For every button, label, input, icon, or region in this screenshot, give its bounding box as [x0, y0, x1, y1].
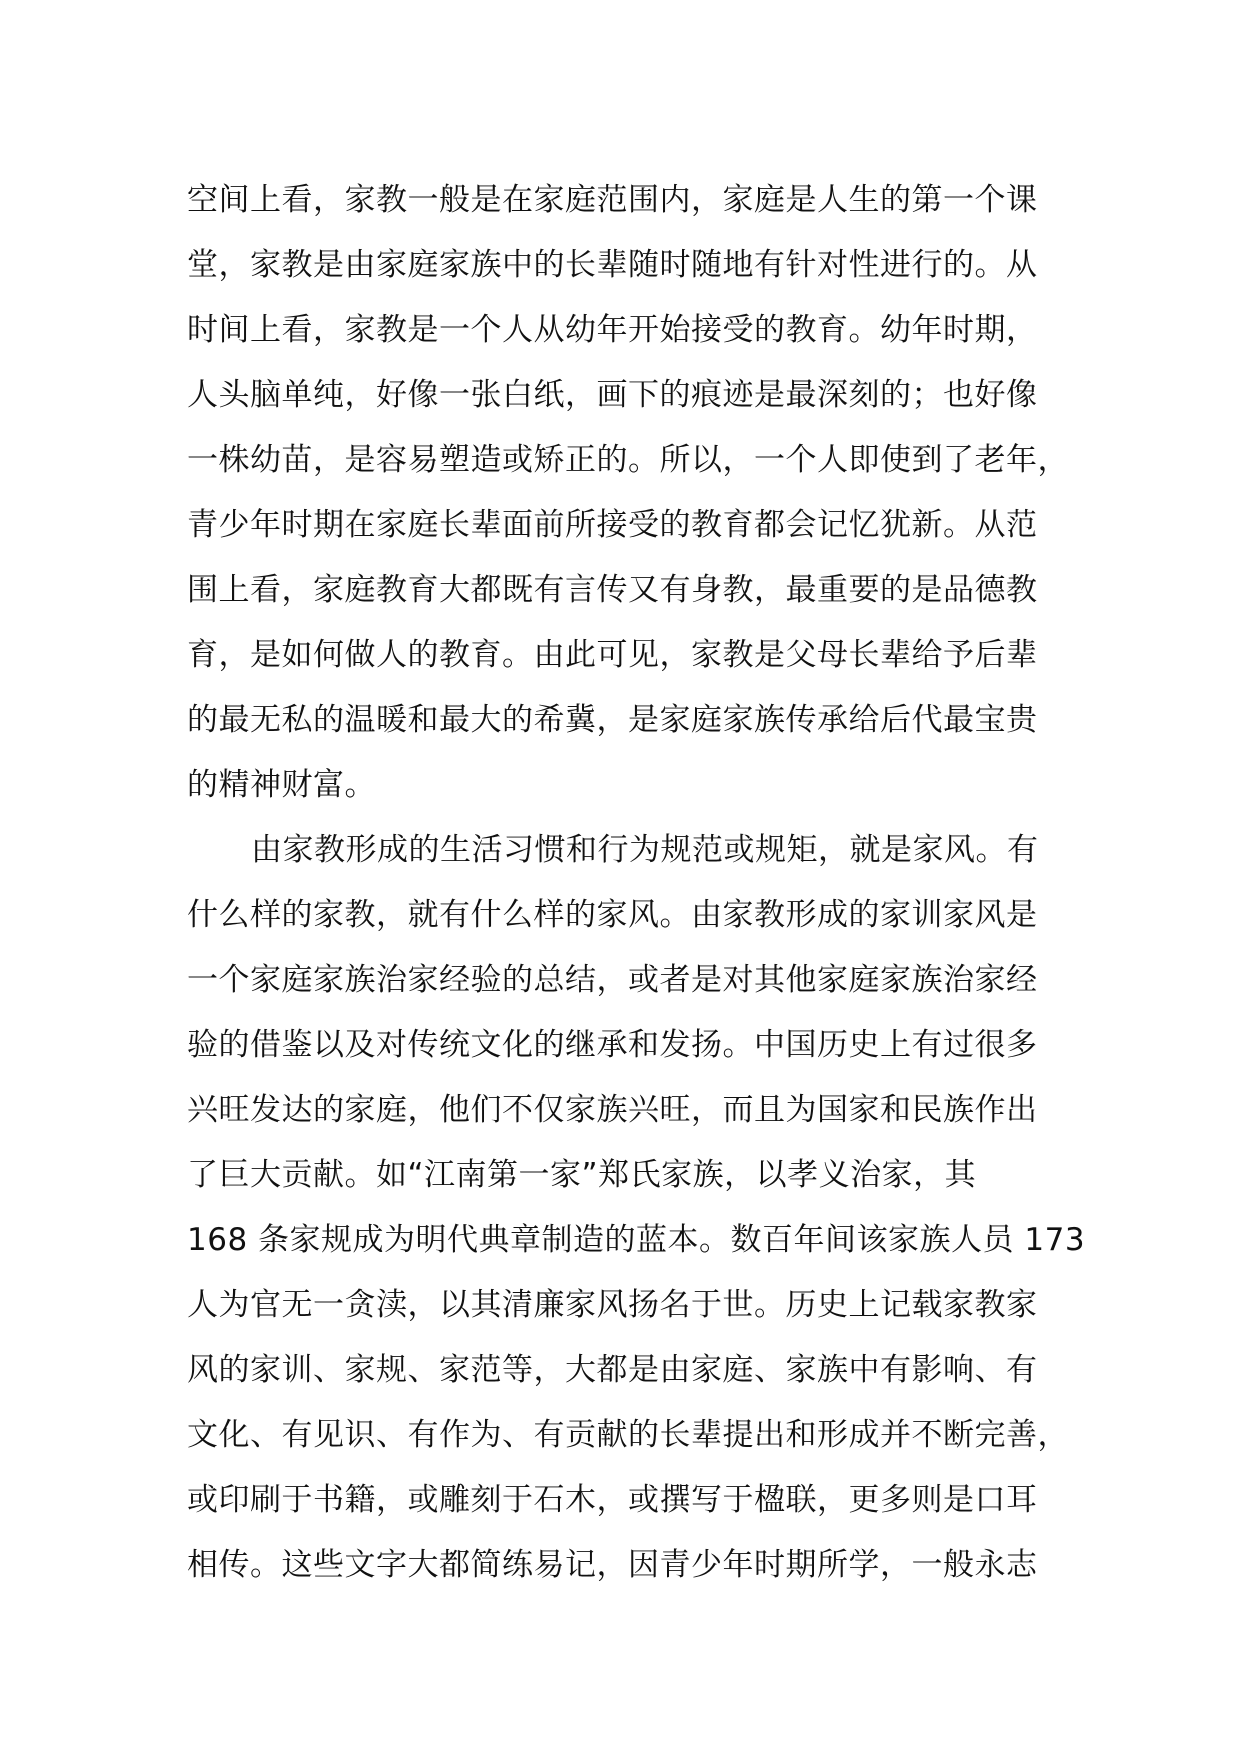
text-line: 了巨大贡献。如“江南第一家”郑氏家族，以孝义治家，其 — [187, 1157, 977, 1193]
text-line: 什么样的家教，就有什么样的家风。由家教形成的家训家风是 — [187, 897, 1038, 933]
text-line: 一个家庭家族治家经验的总结，或者是对其他家庭家族治家经 — [187, 962, 1038, 998]
text-line: 青少年时期在家庭长辈面前所接受的教育都会记忆犹新。从范 — [187, 507, 1038, 543]
text-line: 育，是如何做人的教育。由此可见，家教是父母长辈给予后辈 — [187, 637, 1038, 673]
text-line: 风的家训、家规、家范等，大都是由家庭、家族中有影响、有 — [187, 1352, 1038, 1388]
text-line: 时间上看，家教是一个人从幼年开始接受的教育。幼年时期， — [187, 312, 1038, 348]
text-line: 相传。这些文字大都简练易记，因青少年时期所学，一般永志 — [187, 1547, 1038, 1583]
text-line: 围上看，家庭教育大都既有言传又有身教，最重要的是品德教 — [187, 572, 1038, 608]
text-line: 文化、有见识、有作为、有贡献的长辈提出和形成并不断完善， — [187, 1417, 1069, 1453]
text-line: 的最无私的温暖和最大的希冀，是家庭家族传承给后代最宝贵 — [187, 702, 1038, 738]
text-line: 或印刷于书籍，或雕刻于石木，或撰写于楹联，更多则是口耳 — [187, 1482, 1038, 1518]
text-line: 人头脑单纯，好像一张白纸，画下的痕迹是最深刻的；也好像 — [187, 377, 1038, 413]
body-text — [187, 168, 1087, 1598]
text-line: 空间上看，家教一般是在家庭范围内，家庭是人生的第一个课 — [187, 182, 1038, 218]
text-line: 堂，家教是由家庭家族中的长辈随时随地有针对性进行的。从 — [187, 247, 1038, 283]
text-line: 兴旺发达的家庭，他们不仅家族兴旺，而且为国家和民族作出 — [187, 1092, 1038, 1128]
text-line: 人为官无一贪渎，以其清廉家风扬名于世。历史上记载家教家 — [187, 1287, 1038, 1323]
text-line: 的精神财富。 — [187, 767, 376, 803]
paragraph-start-line: 由家教形成的生活习惯和行为规范或规矩，就是家风。有 — [251, 832, 1039, 868]
text-line: 验的借鉴以及对传统文化的继承和发扬。中国历史上有过很多 — [187, 1027, 1038, 1063]
text-line: 168 条家规成为明代典章制造的蓝本。数百年间该家族人员 173 — [187, 1222, 1086, 1258]
text-line: 一株幼苗，是容易塑造或矫正的。所以，一个人即使到了老年， — [187, 442, 1069, 478]
